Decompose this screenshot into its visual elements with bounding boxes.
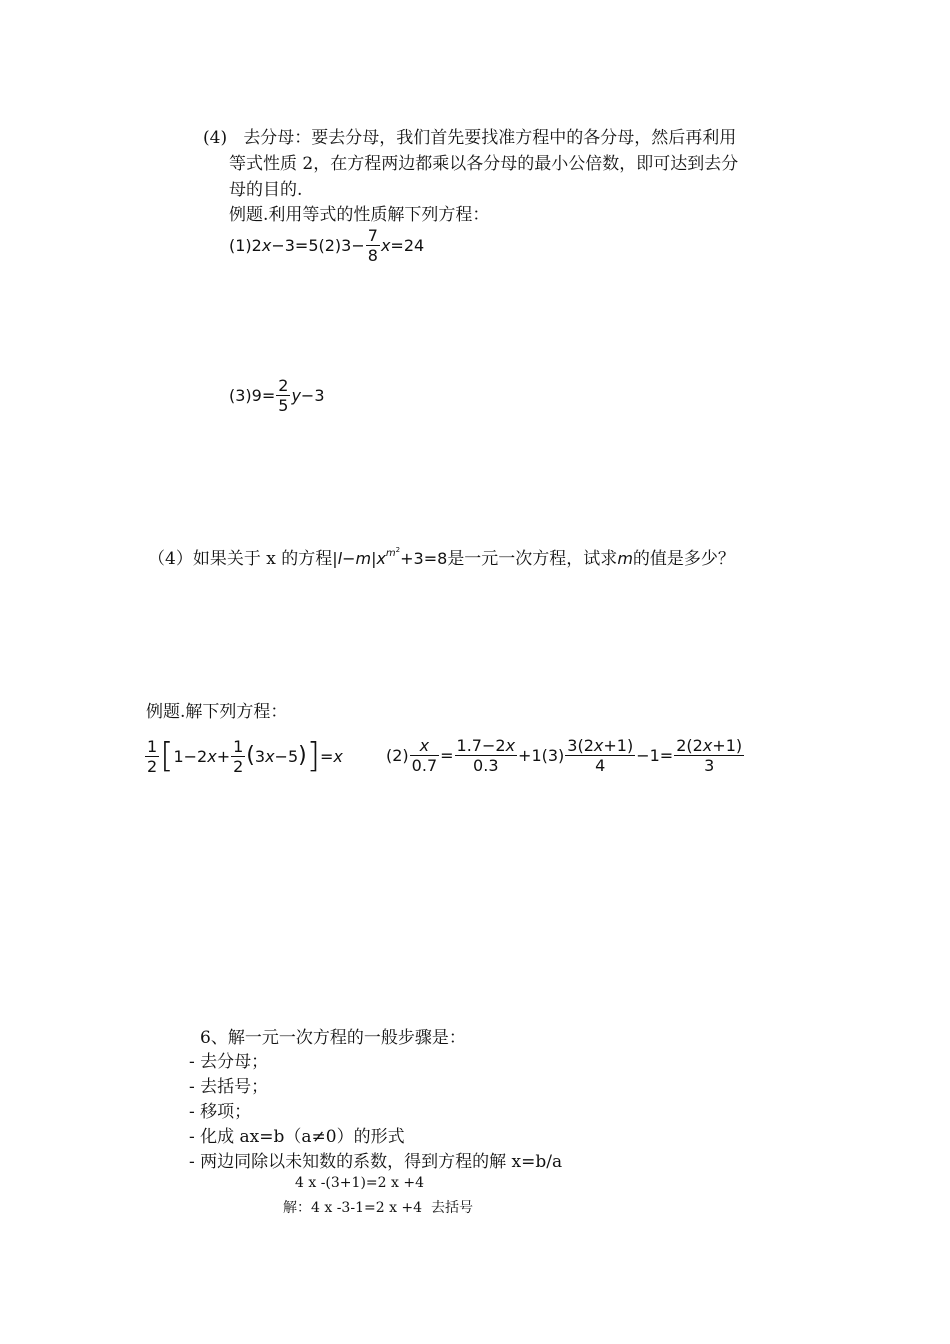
abs-minus: −	[342, 549, 356, 568]
eq2-numerator: 7	[367, 226, 378, 245]
example-line-2	[283, 1198, 473, 1218]
section-a-line2: 等式性质 2，在方程两边都乘以各分母的最小公倍数，即可达到去分	[229, 154, 739, 174]
steps-title: 6、解一元一次方程的一般步骤是：	[200, 1028, 466, 1048]
c1-half-den: 2	[147, 756, 158, 776]
c3-left-fraction	[565, 736, 635, 775]
c1-x2: x	[265, 746, 275, 766]
c2-left-fraction	[410, 736, 439, 775]
eq2-fraction	[366, 226, 380, 265]
left-paren: (	[246, 743, 255, 768]
abs-l: l	[337, 549, 343, 568]
eq3-pre: 9=	[251, 386, 276, 405]
equation-c1	[144, 736, 343, 776]
eq1-right: −3=5	[271, 236, 319, 255]
c2-right-num: 1.7−2	[456, 736, 506, 755]
eq3-var: y	[291, 386, 301, 405]
c3-mid: −1=	[636, 746, 674, 765]
c3-right-num-a: 2(2	[676, 736, 703, 755]
c3-right-num-b: +1)	[712, 736, 743, 755]
section-a-line1	[203, 126, 736, 150]
c3-right-den: 3	[704, 756, 715, 775]
c1-half-num: 1	[147, 736, 158, 756]
left-bracket: [	[160, 736, 174, 776]
eq3-label: (3)	[229, 386, 252, 405]
eq2-label: (2)	[318, 236, 342, 255]
section-a-line3: 母的目的.	[229, 180, 303, 200]
equation-3	[229, 376, 325, 415]
item-label: (4)	[203, 128, 228, 148]
equation-c2-c3	[386, 736, 745, 775]
c2-equals: =	[440, 746, 454, 765]
m-var: m	[617, 549, 633, 568]
c1-inner-num: 1	[233, 736, 244, 756]
abs-m: m	[355, 549, 372, 568]
c1-inner-half	[231, 737, 245, 776]
c3-left-num-b: +1)	[603, 736, 634, 755]
right-bracket: ]	[306, 736, 320, 776]
solution-note: 去括号	[430, 1200, 473, 1216]
eq1-var: x	[261, 236, 272, 255]
question-prefix: （4）如果关于 x 的方程	[148, 549, 333, 569]
c1-half	[145, 737, 159, 776]
c1-coef: 3	[254, 746, 266, 766]
step-item: - 化成 ax=b（a≠0）的形式	[189, 1127, 405, 1147]
eq3-post: −3	[300, 386, 325, 405]
eq2-denominator: 8	[367, 246, 378, 265]
step-item: - 去括号；	[189, 1077, 269, 1097]
c2-left-num: x	[410, 736, 439, 756]
eq1-coef: 2	[251, 236, 262, 255]
question-mid: 是一元一次方程，试求	[447, 549, 618, 569]
eq2-post: =24	[390, 236, 425, 255]
example-line-1: 4 x -(3+1)=2 x +4	[295, 1175, 424, 1191]
abs-expression: $|l-m|x^{m^2}+3=8$	[332, 546, 448, 568]
c1-x3: x	[333, 746, 343, 766]
c2-label: (2)	[386, 746, 409, 765]
c3-right-fraction	[674, 736, 744, 775]
c3-left-num-a: 3(2	[567, 736, 594, 755]
solution-expression: 4 x -3-1=2 x +4	[311, 1200, 423, 1216]
base-x: x	[376, 549, 386, 568]
eq3-numerator: 2	[278, 376, 289, 395]
eq3-fraction	[276, 376, 290, 415]
c1-inner: 1−2	[173, 746, 208, 766]
eq2-pre: 3−	[341, 236, 365, 255]
c1-plus: +	[216, 746, 231, 766]
paragraph-text: 去分母：要去分母，我们首先要找准方程中的各分母，然后再利用	[243, 128, 737, 148]
c3-label: (3)	[541, 746, 565, 765]
eq3-denominator: 5	[278, 396, 289, 415]
exponent-m: m	[385, 548, 396, 559]
step-item: - 移项；	[189, 1102, 252, 1122]
c2-left-den: 0.7	[411, 756, 438, 775]
equation-tail: +3=8	[400, 549, 448, 568]
exponent-power: 2	[395, 546, 401, 554]
question-suffix: 的值是多少？	[632, 549, 735, 569]
c2-right-den: 0.3	[473, 756, 499, 775]
right-paren: )	[298, 743, 307, 768]
example-title-2: 例题.解下列方程：	[146, 702, 288, 722]
c1-x1: x	[207, 746, 217, 766]
eq2-var: x	[380, 236, 391, 255]
c2-right-x: x	[505, 736, 516, 755]
question-4	[148, 538, 735, 571]
step-item: - 两边同除以未知数的系数，得到方程的解 x=b/a	[189, 1152, 563, 1172]
example-title: 例题.利用等式的性质解下列方程：	[229, 205, 490, 225]
c1-minus5: −5	[274, 746, 299, 766]
equation-1-2	[229, 226, 424, 265]
c2-right-fraction	[455, 736, 518, 775]
c1-inner-den: 2	[233, 756, 244, 776]
c3-left-den: 4	[595, 756, 606, 775]
step-item: - 去分母；	[189, 1052, 269, 1072]
c2-tail: +1	[518, 746, 542, 765]
solution-prefix: 解：	[283, 1200, 311, 1216]
c1-equals: =	[319, 746, 334, 766]
c3-right-x: x	[702, 736, 713, 755]
eq1-label: (1)	[229, 236, 252, 255]
c3-left-x: x	[593, 736, 604, 755]
